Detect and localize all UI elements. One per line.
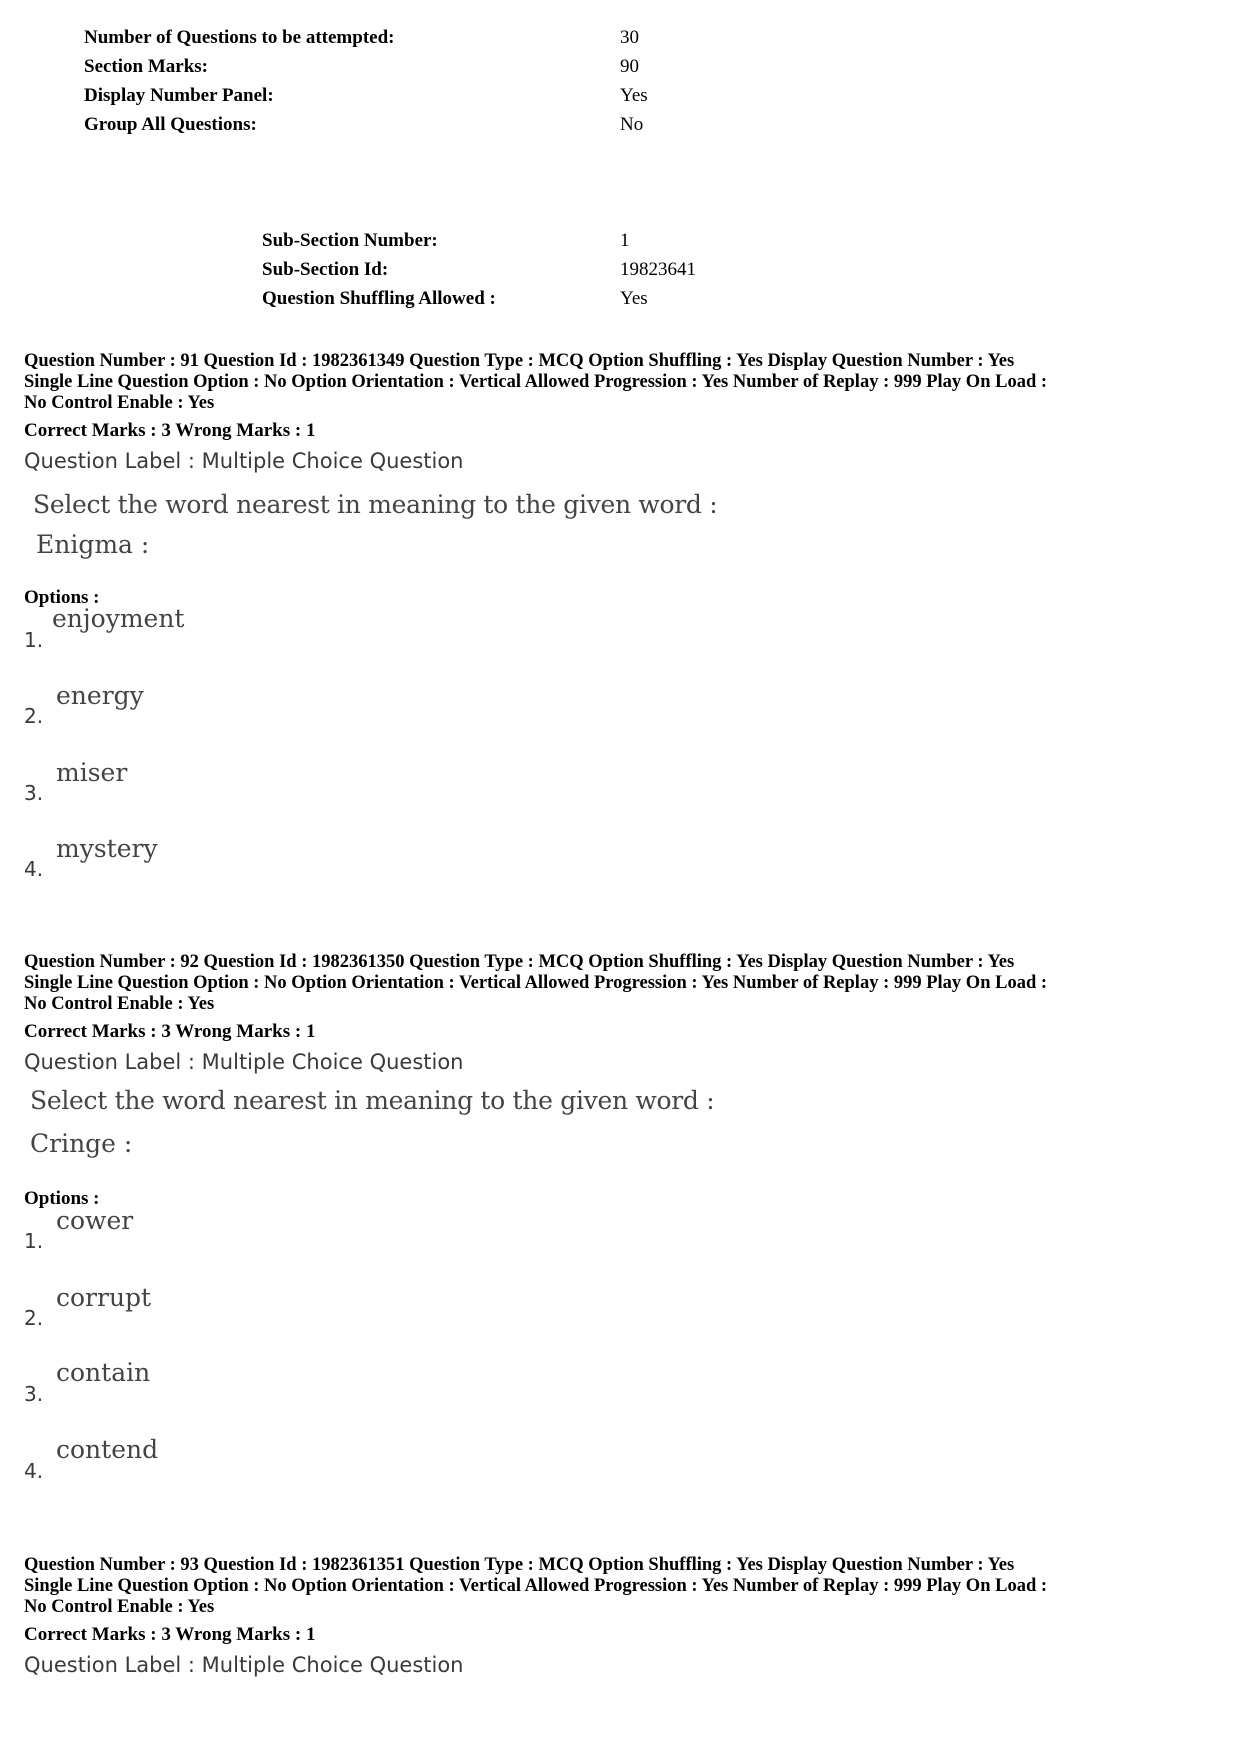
option-text: corrupt bbox=[56, 1283, 152, 1312]
option-number: 3. bbox=[24, 781, 44, 805]
question-meta-line1: Question Number : 93 Question Id : 1982361351 Question Type : MCQ Option Shuffling : Yes Display Question Number : Yes bbox=[24, 1555, 1015, 1575]
option-text: miser bbox=[56, 758, 128, 787]
subsection-label-id: Sub-Section Id: bbox=[262, 259, 389, 280]
question-marks: Correct Marks : 3 Wrong Marks : 1 bbox=[24, 420, 316, 441]
option-number: 3. bbox=[24, 1382, 44, 1406]
question-meta-line3: No Control Enable : Yes bbox=[24, 1597, 215, 1617]
question-meta-line2: Single Line Question Option : No Option Orientation : Vertical Allowed Progression : Yes Number of Replay : 999 Play On Load : bbox=[24, 973, 1048, 993]
options-heading: Options : bbox=[24, 587, 100, 608]
option-number: 1. bbox=[24, 1229, 44, 1253]
subsection-value-number: 1 bbox=[620, 230, 630, 251]
options-heading: Options : bbox=[24, 1188, 100, 1209]
option-number: 1. bbox=[24, 628, 44, 652]
option-text: energy bbox=[56, 681, 144, 710]
question-meta-line1: Question Number : 92 Question Id : 1982361350 Question Type : MCQ Option Shuffling : Yes Display Question Number : Yes bbox=[24, 952, 1015, 972]
option-number: 4. bbox=[24, 1459, 44, 1483]
option-number: 2. bbox=[24, 704, 44, 728]
question-label: Question Label : Multiple Choice Question bbox=[24, 1653, 464, 1677]
question-marks: Correct Marks : 3 Wrong Marks : 1 bbox=[24, 1021, 316, 1042]
question-word: Enigma : bbox=[36, 530, 150, 559]
option-text: mystery bbox=[56, 834, 158, 863]
question-meta-line3: No Control Enable : Yes bbox=[24, 994, 215, 1014]
subsection-value-question-shuffling: Yes bbox=[620, 288, 648, 309]
subsection-label-number: Sub-Section Number: bbox=[262, 230, 438, 251]
option-number: 4. bbox=[24, 857, 44, 881]
section-value-display-number-panel: Yes bbox=[620, 85, 648, 106]
question-meta-line3: No Control Enable : Yes bbox=[24, 393, 215, 413]
question-label: Question Label : Multiple Choice Question bbox=[24, 1050, 464, 1074]
subsection-value-id: 19823641 bbox=[620, 259, 696, 280]
section-label-group-all-questions: Group All Questions: bbox=[84, 114, 257, 135]
option-text: cower bbox=[56, 1206, 134, 1235]
section-label-marks: Section Marks: bbox=[84, 56, 209, 77]
section-value-questions-attempted: 30 bbox=[620, 27, 639, 48]
option-text: contain bbox=[56, 1358, 151, 1387]
question-meta-line2: Single Line Question Option : No Option Orientation : Vertical Allowed Progression : Yes Number of Replay : 999 Play On Load : bbox=[24, 372, 1048, 392]
section-value-marks: 90 bbox=[620, 56, 639, 77]
question-marks: Correct Marks : 3 Wrong Marks : 1 bbox=[24, 1624, 316, 1645]
option-text: enjoyment bbox=[52, 604, 185, 633]
section-value-group-all-questions: No bbox=[620, 114, 644, 135]
subsection-label-question-shuffling: Question Shuffling Allowed : bbox=[262, 288, 496, 309]
question-label: Question Label : Multiple Choice Question bbox=[24, 449, 464, 473]
question-text: Select the word nearest in meaning to the given word : bbox=[33, 490, 718, 519]
question-meta-line2: Single Line Question Option : No Option Orientation : Vertical Allowed Progression : Yes Number of Replay : 999 Play On Load : bbox=[24, 1576, 1048, 1596]
section-label-display-number-panel: Display Number Panel: bbox=[84, 85, 274, 106]
question-word: Cringe : bbox=[30, 1129, 133, 1158]
section-label-questions-attempted: Number of Questions to be attempted: bbox=[84, 27, 395, 48]
option-number: 2. bbox=[24, 1306, 44, 1330]
question-text: Select the word nearest in meaning to the given word : bbox=[30, 1086, 715, 1115]
option-text: contend bbox=[56, 1435, 159, 1464]
question-meta-line1: Question Number : 91 Question Id : 1982361349 Question Type : MCQ Option Shuffling : Yes Display Question Number : Yes bbox=[24, 351, 1015, 371]
